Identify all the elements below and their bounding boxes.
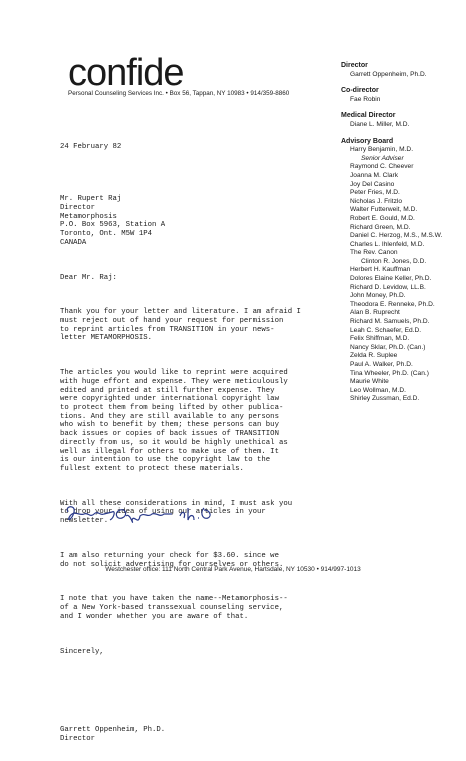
- advisory-board-label: Advisory Board: [341, 137, 394, 145]
- closing: Sincerely,: [60, 647, 104, 656]
- advisory-member: Peter Fries, M.D.: [350, 189, 400, 197]
- advisory-member: Walter Futterweit, M.D.: [350, 206, 418, 214]
- paragraph-2: The articles you would like to reprint were acquired with huge effort and expense. They were meticulously edited and printed at still further expense. They were copyrighted under international copyright law to protect them from being lifted by other publica- tions. And they are still available to any persons who wish to benefit by them; these persons can buy back issues or copies of back issues of TRANSITION directly from us, so it would be highly unethical as well as illegal for others to make use of them. It is our intention to use the copyright law to the fullest extent to protect these materials.: [60, 369, 288, 473]
- advisory-member: Shirley Zussman, Ed.D.: [350, 395, 420, 403]
- paragraph-1: Thank you for your letter and literature. I am afraid I must reject out of hand your request for permission to reprint articles from TRANSITION in your news- letter METAMORPHOSIS.: [60, 308, 301, 343]
- paragraph-4: I am also returning your check for $3.60. since we do not solicit advertising for ourselves or others.: [60, 551, 284, 569]
- advisory-member: Felix Shiffman, M.D.: [350, 335, 410, 343]
- advisory-member: Raymond C. Cheever: [350, 163, 414, 171]
- advisory-member: Nancy Sklar, Ph.D. (Can.): [350, 343, 426, 351]
- salutation: Dear Mr. Raj:: [60, 273, 117, 282]
- advisory-member: Robert E. Gould, M.D.: [350, 214, 415, 222]
- paragraph-5: I note that you have taken the name--Metamorphosis-- of a New York-based transsexual counseling service, and I wonder whether you are aware of that.: [60, 595, 288, 621]
- advisory-member-title: Senior Adviser: [361, 154, 404, 162]
- signer-block: Garrett Oppenheim, Ph.D. Director: [60, 725, 166, 743]
- advisory-member: Dolores Elaine Keller, Ph.D.: [350, 275, 432, 283]
- advisory-member: Richard M. Samuels, Ph.D.: [350, 318, 430, 326]
- advisory-member: Charles L. Ihlenfeld, M.D.: [350, 240, 425, 248]
- advisory-member: Harry Benjamin, M.D.: [350, 146, 414, 154]
- advisory-member: Joanna M. Clark: [350, 171, 399, 179]
- advisory-member: Leo Wollman, M.D.: [350, 386, 406, 394]
- advisory-member: Herbert H. Kauffman: [350, 266, 411, 274]
- advisory-member: Maurie White: [350, 378, 389, 386]
- advisory-member: Daniel C. Herzog, M.S., M.S.W.: [350, 232, 443, 240]
- advisory-member: The Rev. Canon: [350, 249, 398, 257]
- codirector-name: Fae Robin: [350, 95, 381, 103]
- letter-date: 24 February 82: [60, 143, 122, 152]
- advisory-member: Theodora E. Renneke, Ph.D.: [350, 300, 435, 308]
- letter-body: [60, 126, 332, 761]
- medical-director-label: Medical Director: [341, 112, 396, 120]
- letterhead: [68, 54, 289, 97]
- footer-address: Westchester office: 111 North Central Park Avenue, Hartsdale, NY 10530 • 914/997-1013: [105, 566, 361, 573]
- advisory-member: Joy Del Casino: [350, 180, 395, 188]
- director-name: Garrett Oppenheim, Ph.D.: [350, 70, 427, 78]
- advisory-member: Paul A. Walker, Ph.D.: [350, 361, 413, 368]
- advisory-member: Alan B. Ruprecht: [350, 309, 400, 317]
- handwritten-signature: [62, 502, 222, 530]
- advisory-member: Richard D. Levidow, LL.B.: [350, 283, 426, 291]
- codirector-label: Co-director: [341, 87, 379, 95]
- medical-director-name: Diane L. Miller, M.D.: [350, 120, 410, 128]
- advisory-member: Richard Green, M.D.: [350, 223, 411, 231]
- director-label: Director: [341, 62, 368, 69]
- advisory-member: Nicholas J. Fritzlo: [350, 197, 403, 205]
- advisory-member: Clinton R. Jones, D.D.: [361, 257, 427, 265]
- advisory-member: Tina Wheeler, Ph.D. (Can.): [350, 369, 429, 377]
- advisory-member: John Money, Ph.D.: [350, 292, 406, 300]
- letterhead-address: Personal Counseling Services Inc. • Box 56, Tappan, NY 10983 • 914/359-8860: [68, 90, 290, 97]
- paragraph-3: With all these considerations in mind, I must ask you to drop your idea of using our articles in your newsletter.: [60, 499, 293, 526]
- advisory-member: Zelda R. Suplee: [350, 352, 398, 360]
- sidebar-staff: [341, 62, 463, 404]
- advisory-member: Leah C. Schaefer, Ed.D.: [350, 326, 422, 334]
- recipient-address: Mr. Rupert Raj Director Metamorphosis P.O. Box 5963, Station A Toronto, Ont. M5W 1P4 CANADA: [60, 195, 166, 247]
- logo: confide: [68, 52, 184, 94]
